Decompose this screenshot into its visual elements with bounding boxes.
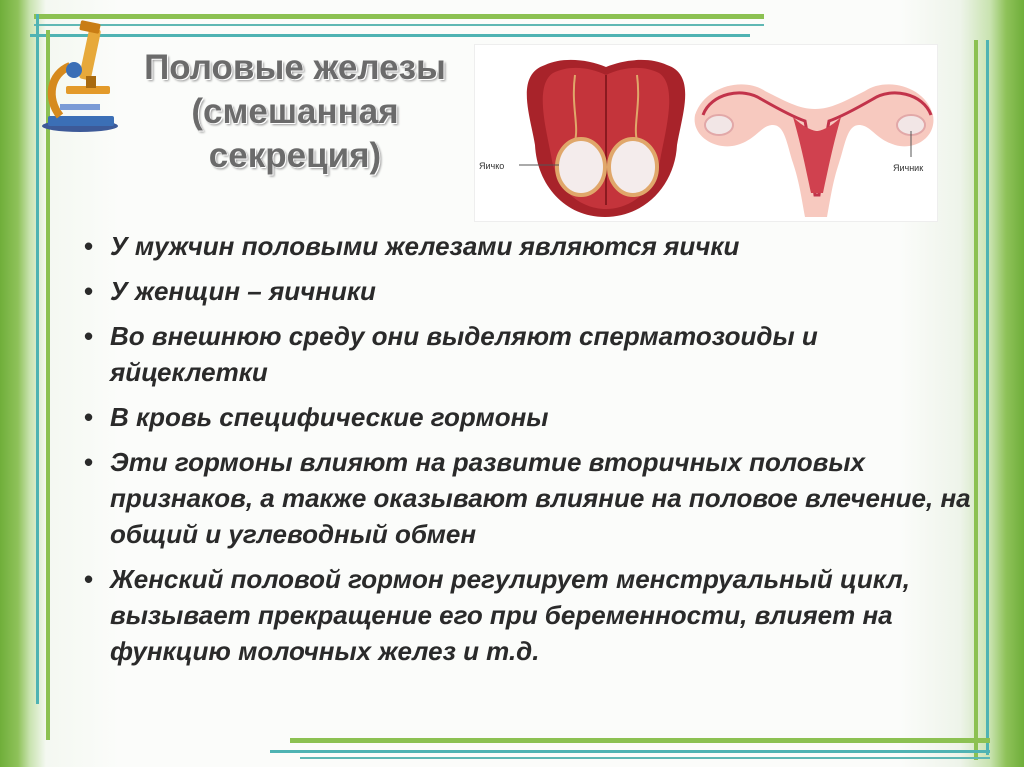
list-item [78, 444, 978, 552]
ovary-label: Яичник [893, 163, 924, 173]
testes-illustration [519, 60, 685, 217]
list-item [78, 273, 978, 309]
bottom-teal-stripe [270, 750, 990, 753]
bullet-text: У женщин – яичники [110, 276, 376, 306]
right-teal-stripe [986, 40, 989, 755]
title-line-3: секреция) [208, 136, 382, 175]
list-item [78, 318, 978, 390]
bullet-text: В кровь специфические гормоны [110, 402, 549, 432]
bullet-text: Женский половой гормон регулирует менструальный цикл, вызывает прекращение его при беременности, влияет на функцию молочных желез и т.д. [110, 564, 910, 666]
bullet-dot: • [84, 447, 94, 477]
top-teal-stripe [34, 24, 764, 26]
bullet-text: Эти гормоны влияют на развитие вторичных половых признаков, а также оказывают влияние на половое влечение, на общий и углеводный обмен [110, 447, 971, 549]
uterus-illustration [695, 84, 934, 217]
slide-title [120, 46, 470, 178]
list-item [78, 228, 978, 264]
title-line-1: Половые железы [144, 48, 446, 87]
list-item [78, 561, 978, 669]
title-line-2: (смешанная [191, 92, 399, 131]
microscope-icon [36, 18, 122, 134]
top-green-stripe [34, 14, 764, 19]
bullet-text: Во внешнюю среду они выделяют сперматозоиды и яйцеклетки [110, 321, 818, 387]
bullet-text: У мужчин половыми железами являются яички [110, 231, 740, 261]
bullet-dot: • [84, 276, 94, 306]
bullet-dot: • [84, 564, 94, 594]
anatomy-drawing [475, 45, 937, 221]
bullet-dot: • [84, 402, 94, 432]
left-green-stripe [46, 30, 50, 740]
anatomy-illustration [474, 44, 938, 222]
testis-label: Яичко [479, 161, 505, 171]
bullet-list [78, 228, 978, 678]
bullet-dot: • [84, 321, 94, 351]
bottom-green-stripe [290, 738, 990, 743]
bottom-teal-stripe-2 [300, 757, 990, 759]
bullet-dot: • [84, 231, 94, 261]
list-item [78, 399, 978, 435]
top-teal-stripe-2 [30, 34, 750, 37]
